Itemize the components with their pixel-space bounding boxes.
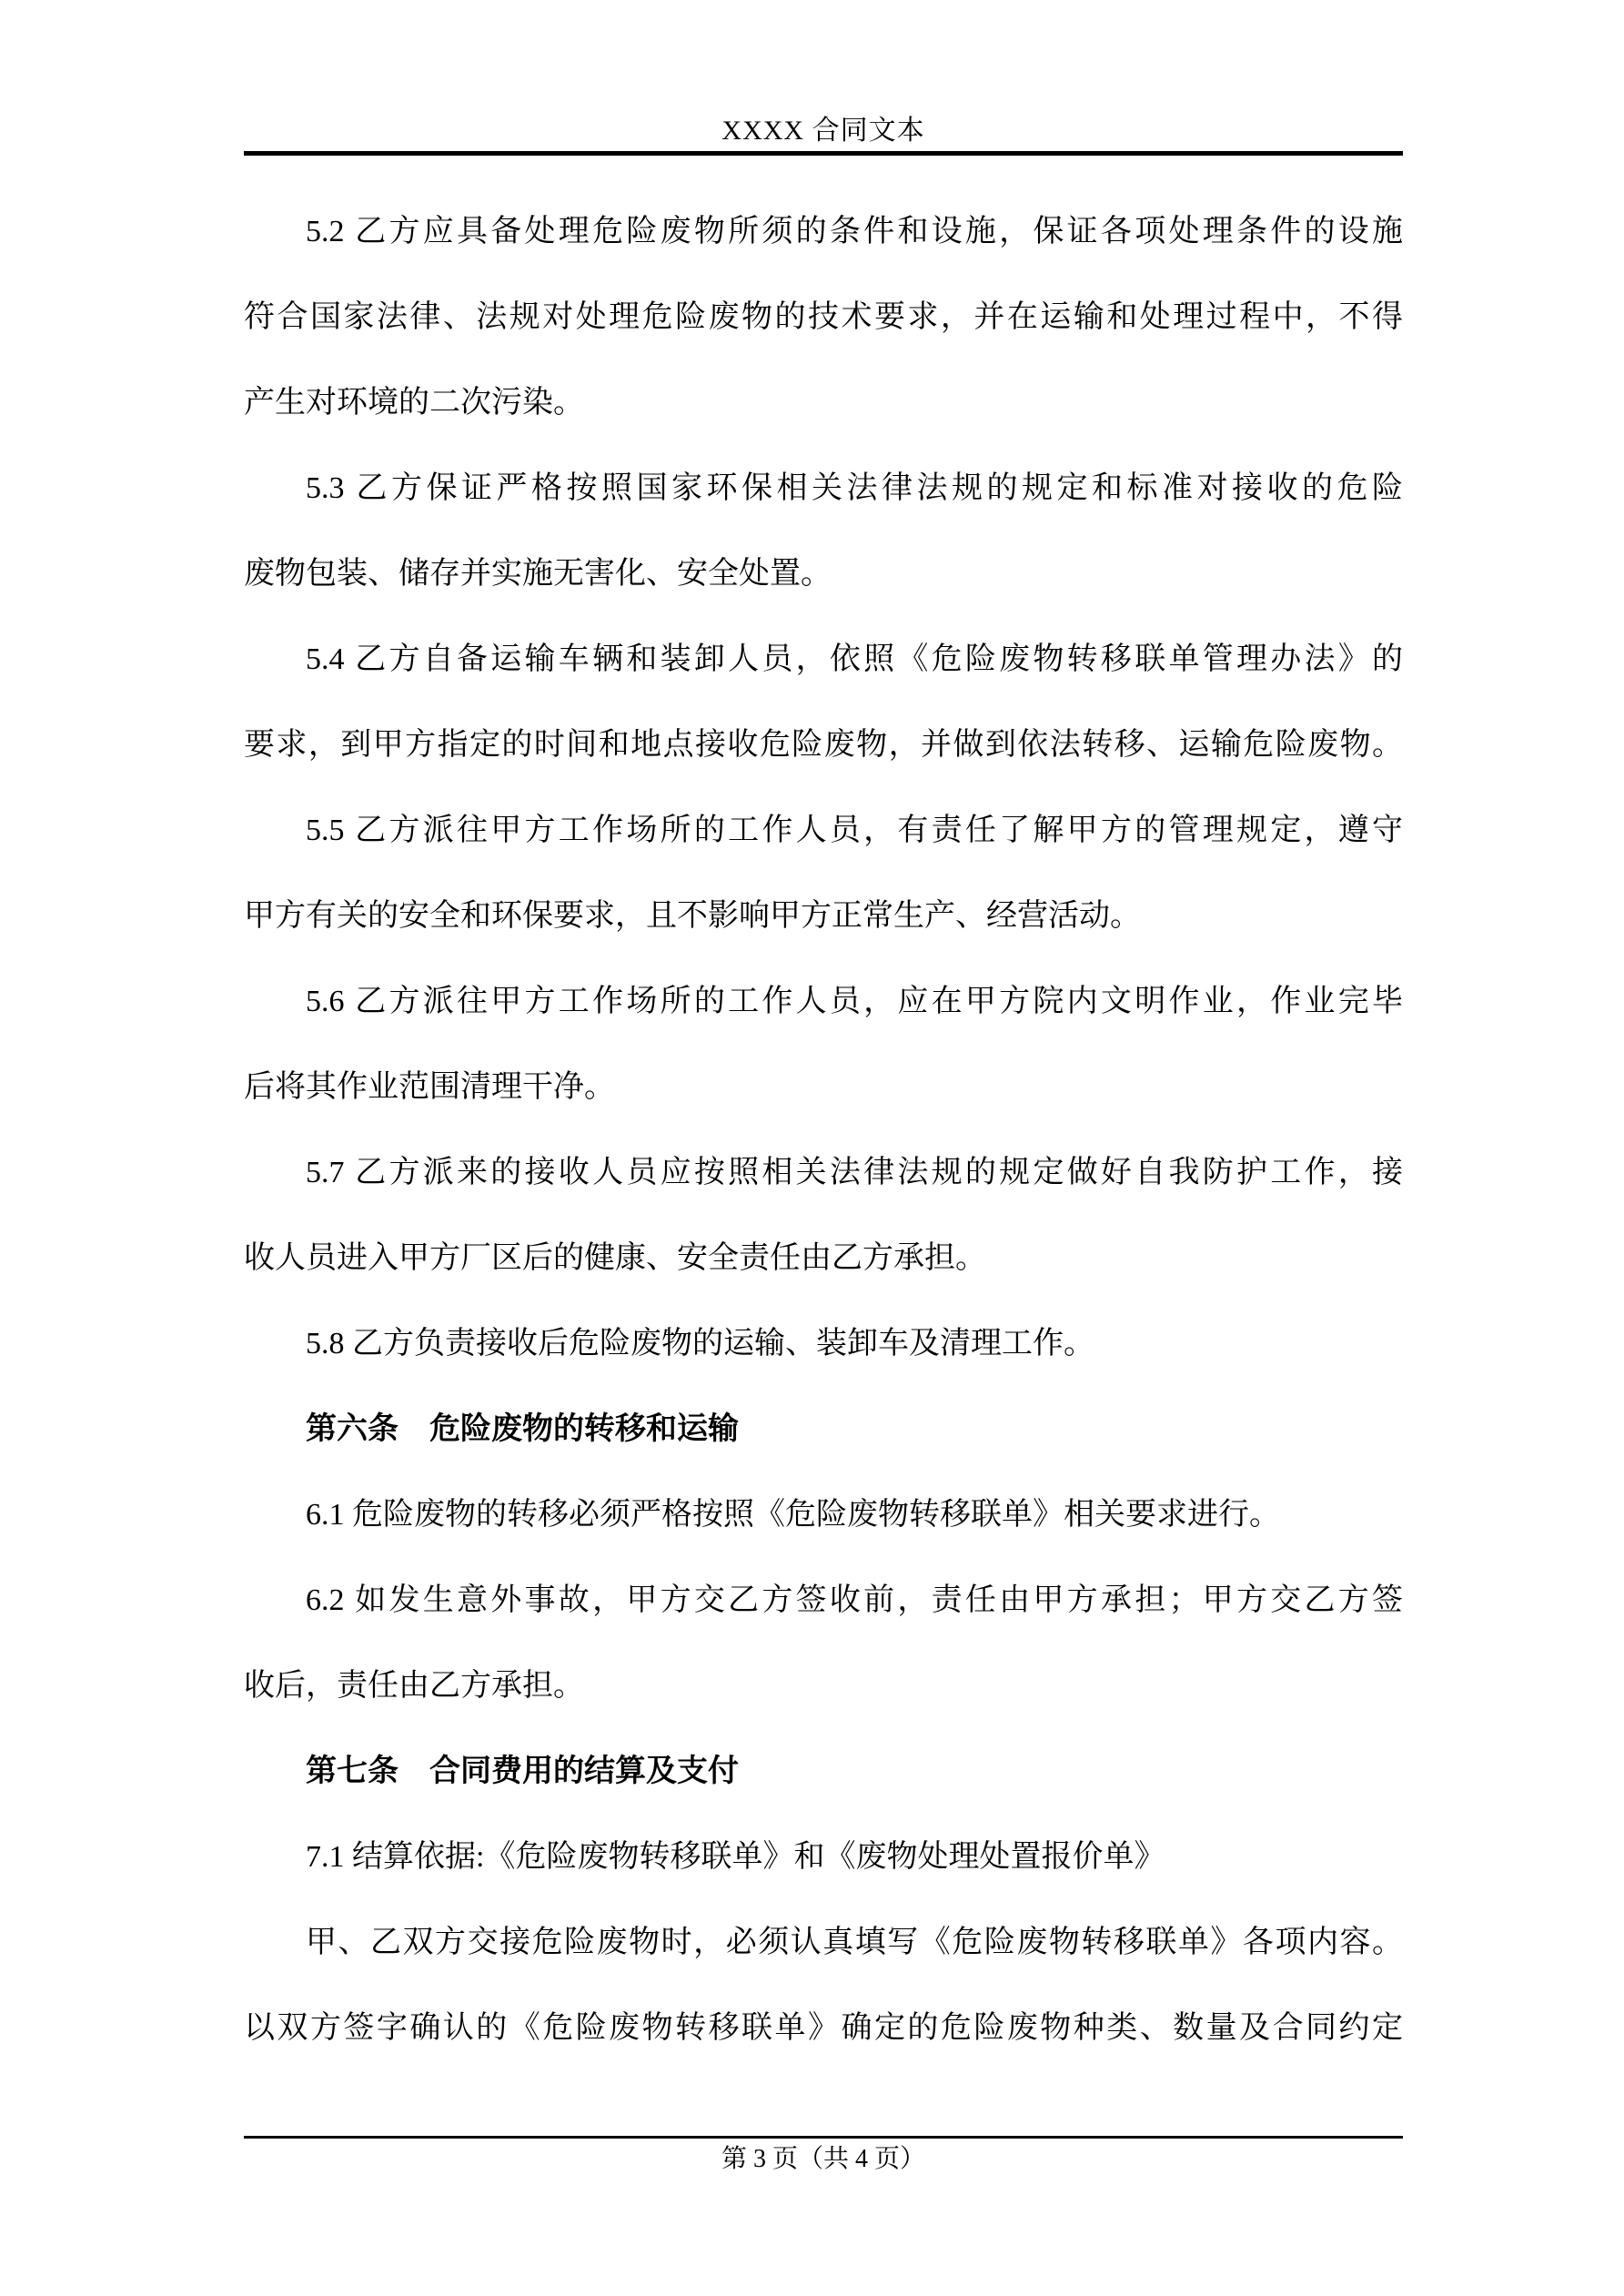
- clause-7-1-line-3: 以双方签字确认的《危险废物转移联单》确定的危险废物种类、数量及合同约定: [244, 2011, 1403, 2045]
- clause-7-1-line-1: 7.1 结算依据:《危险废物转移联单》和《废物处理处置报价单》: [306, 1840, 1165, 1874]
- clause-6-2-line-2: 收后，责任由乙方承担。: [244, 1669, 584, 1703]
- clause-5-4-line-1: 5.4 乙方自备运输车辆和装卸人员，依照《危险废物转移联单管理办法》的: [306, 642, 1403, 676]
- clause-6-2-line-1: 6.2 如发生意外事故，甲方交乙方签收前，责任由甲方承担；甲方交乙方签: [306, 1583, 1403, 1617]
- clause-5-8-line-1: 5.8 乙方负责接收后危险废物的运输、装卸车及清理工作。: [306, 1327, 1094, 1360]
- header-divider-line: [244, 151, 1403, 156]
- document-header-title: XXXX 合同文本: [721, 116, 925, 146]
- clause-5-5-line-2: 甲方有关的安全和环保要求，且不影响甲方正常生产、经营活动。: [244, 899, 1141, 933]
- page-number-label: 第 3 页（共 4 页）: [721, 2145, 925, 2173]
- document-body: [244, 189, 1403, 2071]
- clause-5-6-line-1: 5.6 乙方派往甲方工作场所的工作人员，应在甲方院内文明作业，作业完毕: [306, 985, 1403, 1018]
- clause-5-4-line-2: 要求，到甲方指定的时间和地点接收危险废物，并做到依法转移、运输危险废物。: [244, 728, 1403, 762]
- clause-5-2-line-3: 产生对环境的二次污染。: [244, 386, 584, 420]
- footer-divider-line: [244, 2136, 1403, 2139]
- clause-5-6-line-2: 后将其作业范围清理干净。: [244, 1070, 615, 1104]
- clause-7-1-line-2: 甲、乙双方交接危险废物时，必须认真填写《危险废物转移联单》各项内容。: [306, 1926, 1403, 1959]
- clause-5-2-line-1: 5.2 乙方应具备处理危险废物所须的条件和设施，保证各项处理条件的设施: [306, 215, 1403, 248]
- clause-5-3-line-2: 废物包装、储存并实施无害化、安全处置。: [244, 557, 832, 591]
- section-heading-article-6: 第六条 危险废物的转移和运输: [306, 1412, 739, 1446]
- clause-5-7-line-2: 收人员进入甲方厂区后的健康、安全责任由乙方承担。: [244, 1241, 986, 1275]
- section-heading-article-7: 第七条 合同费用的结算及支付: [306, 1755, 739, 1788]
- clause-6-1-line-1: 6.1 危险废物的转移必须严格按照《危险废物转移联单》相关要求进行。: [306, 1498, 1280, 1532]
- clause-5-7-line-1: 5.7 乙方派来的接收人员应按照相关法律法规的规定做好自我防护工作，接: [306, 1156, 1403, 1189]
- clause-5-2-line-2: 符合国家法律、法规对处理危险废物的技术要求，并在运输和处理过程中，不得: [244, 300, 1403, 334]
- clause-5-3-line-1: 5.3 乙方保证严格按照国家环保相关法律法规的规定和标准对接收的危险: [306, 471, 1403, 505]
- clause-5-5-line-1: 5.5 乙方派往甲方工作场所的工作人员，有责任了解甲方的管理规定，遵守: [306, 814, 1403, 847]
